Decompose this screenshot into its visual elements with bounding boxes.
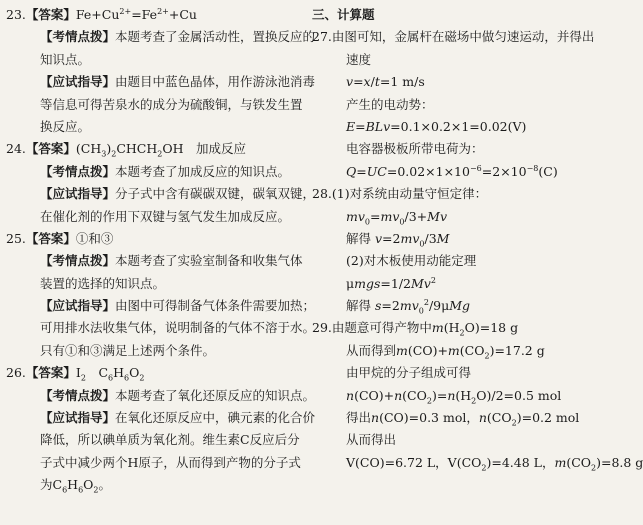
right-text-line: V(CO)=6.72 L，$V(CO_2)=4.48$ L，$m(CO_2)=8.8$ g [346, 454, 643, 473]
left-text-line: 【应试指导】由图中可得制备气体条件需要加热； [40, 298, 316, 314]
left-text-line: 26.【答案】$I_2$ $C_6H_6O_2$ [6, 365, 145, 383]
right-text-line: 29.由题意可得产物中$m(H_2O)=18$ g [312, 320, 519, 338]
right-text-line: 27.由图可知，金属杆在磁场中做匀速运动，并得出 [312, 29, 595, 45]
left-text-line: 24.【答案】$(CH_3)_2CHCH_2OH$ 加成反应 [6, 141, 247, 159]
right-text-line: $mv_0=mv_0/3+Mv$ [346, 208, 448, 227]
right-text-line: 产生的电动势： [346, 96, 434, 112]
left-text-line: 知识点。 [40, 51, 91, 67]
right-text-line: $\mu mgs=1/2Mv^2$ [346, 275, 436, 291]
right-text-line: E=BLv=0.1×0.2×1=0.02(V) [346, 118, 527, 134]
left-text-line: 装置的选择的知识点。 [40, 275, 166, 291]
left-text-line: 【应试指导】分子式中含有碳碳双键，碳氧双键， [40, 186, 316, 202]
right-text-line: 得出n(CO)=0.3 mol，$n(CO_2)=0.2$ mol [346, 410, 580, 428]
right-text-line: 28.(1)对系统由动量守恒定律： [312, 186, 488, 202]
left-text-line: 【考情点拨】本题考查了氧化还原反应的知识点。 [40, 387, 316, 403]
left-text-line: 在催化剂的作用下双键与氢气发生加成反应。 [40, 208, 291, 224]
left-text-line: 【考情点拨】本题考查了金属活动性，置换反应的 [40, 29, 316, 45]
right-text-line: 由甲烷的分子组成可得 [346, 365, 472, 381]
left-text-line: 降低，所以碘单质为氧化剂。维生素C反应后分 [40, 432, 300, 448]
right-text-line: 从而得到$m(CO)+m(CO_2)=17.2$ g [346, 342, 545, 361]
left-text-line: 等信息可得苦泉水的成分为硫酸铜，与铁发生置 [40, 96, 303, 112]
right-text-line: v=x/t=1 m/s [346, 74, 425, 90]
right-text-line: (2)对木板使用动能定理 [346, 253, 477, 269]
left-text-line: 23.【答案】$Fe+Cu^{2+}=Fe^{2+}+Cu$ [6, 6, 197, 22]
left-text-line: 为$C_6H_6O_2$。 [40, 477, 112, 495]
left-text-line: 子式中减少两个H原子，从而得到产物的分子式 [40, 454, 301, 470]
right-text-line: 解得 $s=2mv_0^2/9\mu Mg$ [346, 297, 471, 316]
right-text-line: $n(CO)+n(CO_2)=n(H_2O)/2=0.5$ mol [346, 387, 562, 406]
left-text-line: 25.【答案】①和③ [6, 230, 114, 246]
right-column [312, 4, 643, 474]
right-text-line: 三、计算题 [312, 7, 375, 22]
right-text-line: 解得 $v=2mv_0/3M$ [346, 230, 450, 249]
left-text-line: 换反应。 [40, 118, 91, 134]
right-text-line: 速度 [346, 51, 372, 67]
left-text-line: 【应试指导】在氧化还原反应中，碘元素的化合价 [40, 410, 316, 426]
right-text-line: 电容器极板所带电荷为： [346, 141, 484, 157]
left-text-line: 【应试指导】由题目中蓝色晶体，用作游泳池消毒 [40, 74, 316, 90]
left-text-line: 【考情点拨】本题考查了实验室制备和收集气体 [40, 253, 303, 269]
left-text-line: 只有①和③满足上述两个条件。 [40, 342, 216, 358]
left-column [6, 4, 316, 497]
right-text-line: $Q=UC=0.02\times 1\times 10^{-6}=2\times 10^{-8}(C)$ [346, 163, 558, 179]
left-text-line: 【考情点拨】本题考查了加成反应的知识点。 [40, 163, 291, 179]
right-text-line: 从而得出 [346, 432, 397, 448]
left-text-line: 可用排水法收集气体，说明制备的气体不溶于水。 [40, 320, 316, 336]
